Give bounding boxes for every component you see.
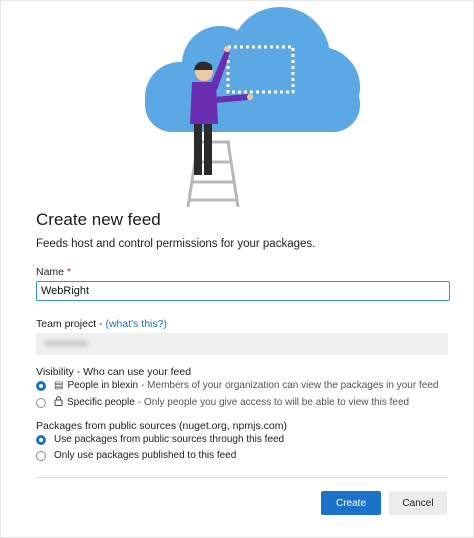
visibility-option-detail: - Only people you give access to will be able to view this feed <box>137 397 410 408</box>
visibility-radio-organization[interactable] <box>36 381 46 391</box>
packages-heading: Packages from public sources (nuget.org, npmjs.com) <box>36 420 287 432</box>
team-project-field <box>36 333 448 355</box>
name-label <box>36 266 71 278</box>
footer-divider <box>36 477 448 478</box>
whats-this-link[interactable]: (what's this?) <box>105 318 167 330</box>
name-input[interactable] <box>36 281 450 301</box>
team-project-label <box>36 318 167 330</box>
packages-option-label: Only use packages published to this feed <box>54 450 237 461</box>
cancel-button[interactable]: Cancel <box>389 491 447 515</box>
team-project-value-redacted <box>44 340 88 347</box>
visibility-heading: Visibility - Who can use your feed <box>36 366 192 378</box>
required-mark: * <box>66 266 72 278</box>
team-project-label-text: Team project - <box>36 318 103 330</box>
visibility-option-label: People in blexin <box>67 380 139 391</box>
visibility-radio-specific[interactable] <box>36 398 46 408</box>
visibility-option-detail: - Members of your organization can view the packages in your feed <box>141 380 439 391</box>
packages-radio-public[interactable] <box>36 435 46 445</box>
name-label-text: Name <box>36 266 65 278</box>
visibility-option-specific[interactable] <box>36 396 409 409</box>
packages-option-public[interactable] <box>36 434 284 445</box>
dialog-description: Feeds host and control permissions for your packages. <box>36 238 316 250</box>
cloud-illustration <box>130 2 360 207</box>
packages-radio-feed-only[interactable] <box>36 451 46 461</box>
visibility-option-organization[interactable] <box>36 380 438 391</box>
create-button[interactable]: Create <box>321 491 381 515</box>
lock-icon <box>54 396 63 409</box>
visibility-option-label: Specific people <box>67 397 135 408</box>
building-icon: ▤ <box>54 380 64 391</box>
packages-option-feed-only[interactable] <box>36 450 236 461</box>
cloud-icon <box>145 7 360 132</box>
dialog-title: Create new feed <box>36 210 161 229</box>
packages-option-label: Use packages from public sources through this feed <box>54 434 285 445</box>
